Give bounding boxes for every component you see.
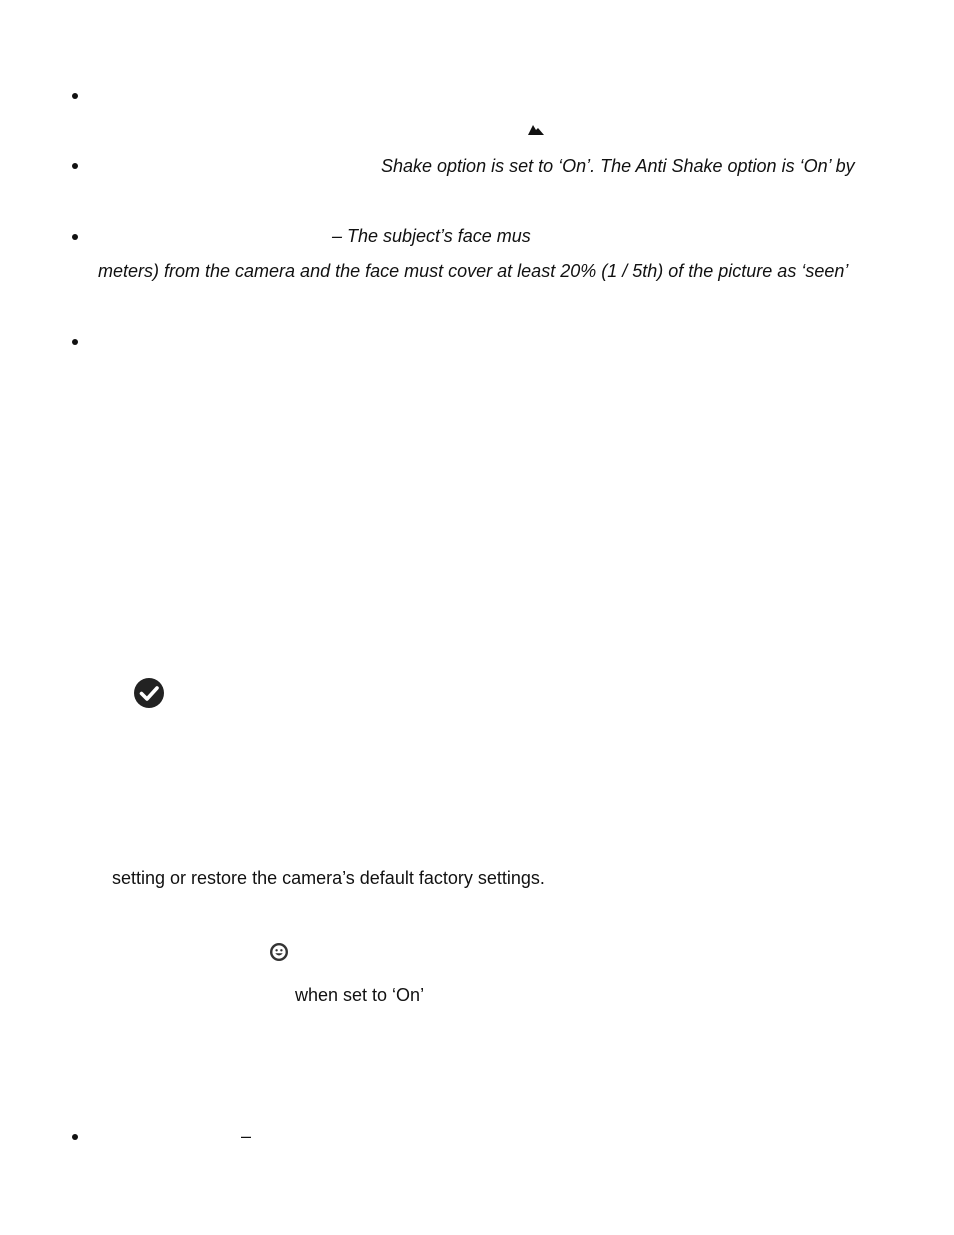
smile-face-icon (269, 942, 289, 962)
checkmark-circle-icon (133, 677, 165, 709)
face-detect-text-1: – The subject’s face mus (332, 226, 531, 246)
bullet-4 (72, 339, 78, 345)
dash-text: – (241, 1126, 252, 1146)
bullet-5 (72, 1134, 78, 1140)
anti-shake-text: Shake option is set to ‘On’. The Anti Shake option is ‘On’ by (381, 156, 855, 176)
bullet-3 (72, 234, 78, 240)
bullet-2 (72, 163, 78, 169)
bullet-1 (72, 93, 78, 99)
when-on-text: when set to ‘On’ (295, 985, 425, 1005)
settings-text: setting or restore the camera’s default factory settings. (112, 868, 545, 888)
mountain-icon (528, 122, 544, 134)
face-detect-text-2: meters) from the camera and the face must cover at least 20% (1 / 5th) of the picture as ‘seen’ (98, 261, 849, 281)
